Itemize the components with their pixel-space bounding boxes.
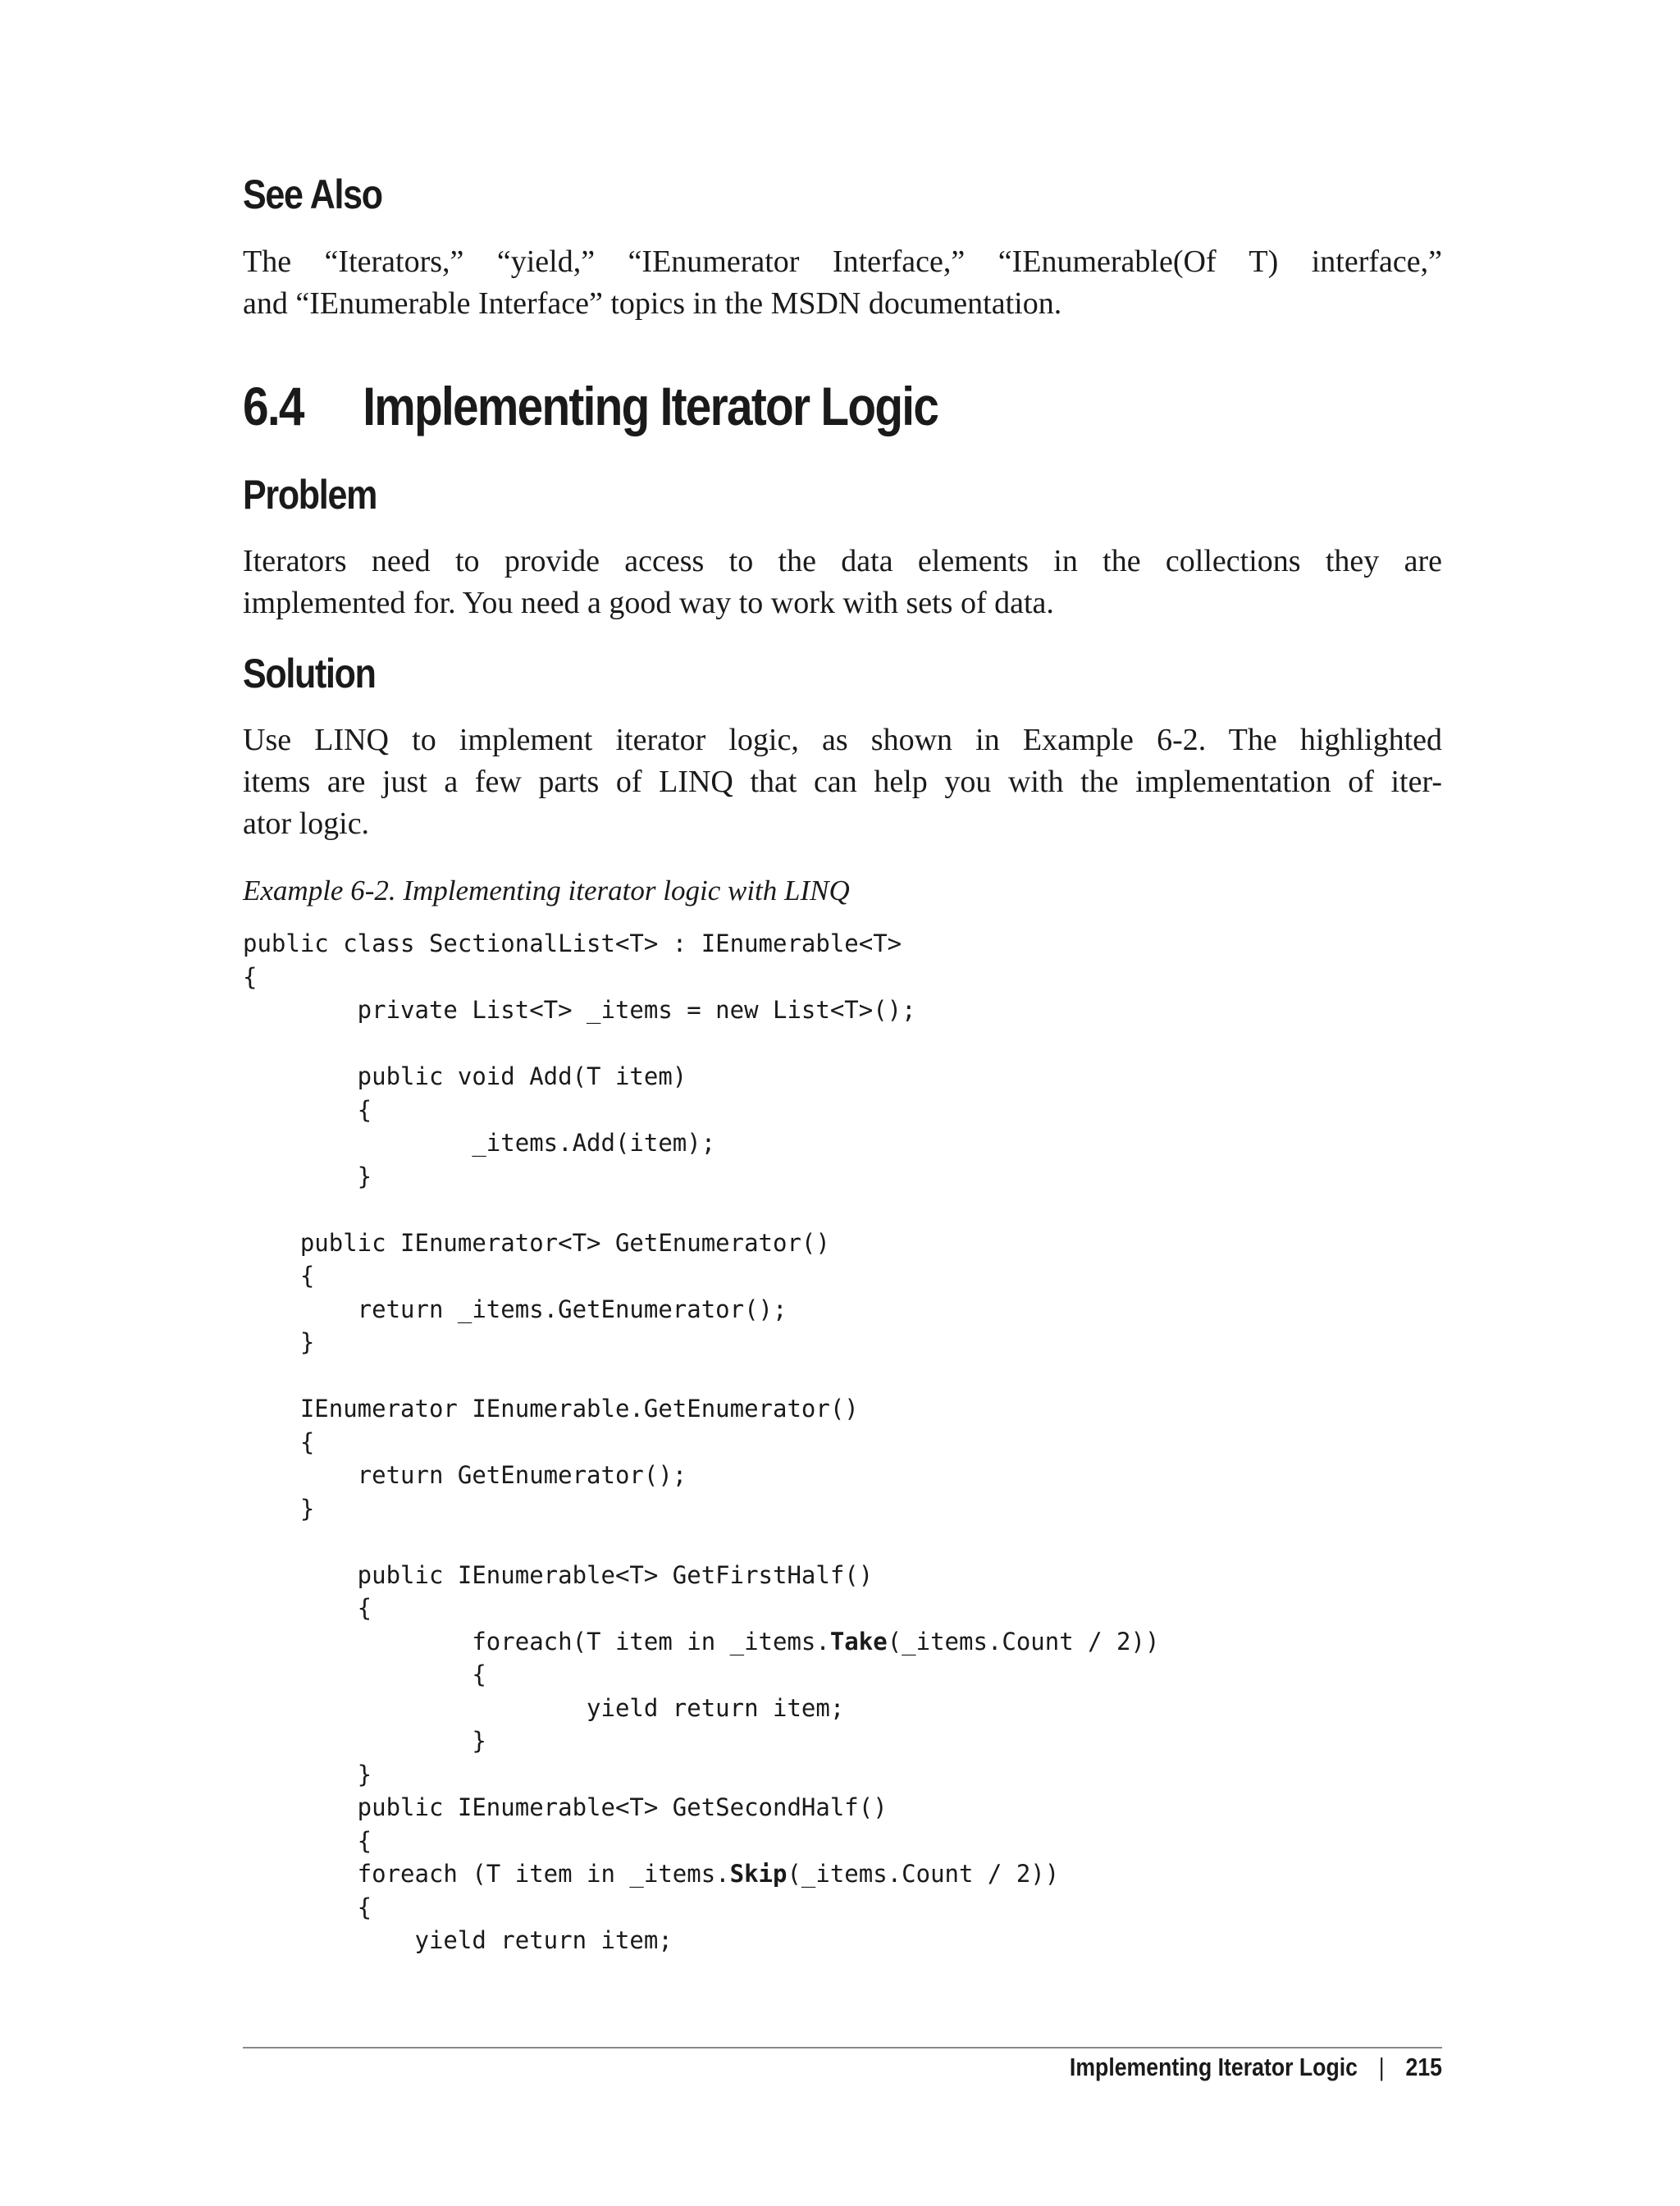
page-footer xyxy=(1070,2054,1442,2080)
code-text: { xyxy=(243,1660,486,1688)
code-line xyxy=(243,1193,1159,1226)
code-line xyxy=(243,1392,1159,1426)
section-number: 6.4 xyxy=(243,376,304,436)
problem-heading: Problem xyxy=(243,472,377,518)
code-text: _items.Add(item); xyxy=(243,1129,716,1157)
see-also-paragraph xyxy=(243,241,1442,325)
code-line xyxy=(243,993,1159,1027)
code-line xyxy=(243,1259,1159,1293)
code-text: yield return item; xyxy=(243,1693,845,1722)
code-line xyxy=(243,1226,1159,1260)
code-listing xyxy=(243,927,1159,1957)
section-title-text: Implementing Iterator Logic xyxy=(363,376,938,436)
code-line xyxy=(243,1891,1159,1925)
code-text: } xyxy=(243,1727,486,1755)
code-line xyxy=(243,1525,1159,1559)
code-line xyxy=(243,1160,1159,1194)
code-line xyxy=(243,1692,1159,1725)
see-also-line-2: and “IEnumerable Interface” topics in the MSDN documentation. xyxy=(243,286,1062,321)
code-text: } xyxy=(243,1760,372,1788)
code-highlight: Skip xyxy=(729,1860,788,1888)
problem-paragraph xyxy=(243,541,1442,624)
code-line xyxy=(243,961,1159,994)
code-text: public IEnumerable<T> GetFirstHalf() xyxy=(243,1560,874,1589)
footer-rule xyxy=(243,2047,1442,2048)
code-text: } xyxy=(243,1162,372,1190)
code-text: public IEnumerable<T> GetSecondHalf() xyxy=(243,1793,888,1821)
code-line xyxy=(243,1094,1159,1127)
code-text: { xyxy=(243,1893,372,1921)
see-also-line-1: The “Iterators,” “yield,” “IEnumerator Interface,” “IEnumerable(Of T) interface,” xyxy=(243,244,1442,279)
solution-line-3: ator logic. xyxy=(243,806,370,841)
code-line xyxy=(243,1658,1159,1692)
code-text: { xyxy=(243,1262,315,1290)
page-number: 215 xyxy=(1405,2053,1442,2081)
code-line xyxy=(243,1625,1159,1659)
code-line xyxy=(243,1060,1159,1094)
solution-line-1: Use LINQ to implement iterator logic, as shown in Example 6-2. The highlighted xyxy=(243,723,1442,757)
problem-line-2: implemented for. You need a good way to work with sets of data. xyxy=(243,586,1054,620)
code-line xyxy=(243,1857,1159,1891)
code-text: return GetEnumerator(); xyxy=(243,1461,687,1489)
code-line xyxy=(243,1492,1159,1526)
code-text: (_items.Count / 2)) xyxy=(787,1860,1060,1888)
code-line xyxy=(243,1027,1159,1061)
see-also-heading: See Also xyxy=(243,171,382,217)
solution-heading: Solution xyxy=(243,651,376,697)
code-text: public IEnumerator<T> GetEnumerator() xyxy=(243,1228,830,1257)
code-text: { xyxy=(243,1427,315,1456)
code-line xyxy=(243,1359,1159,1393)
code-text: } xyxy=(243,1494,315,1523)
code-text: { xyxy=(243,1095,372,1124)
code-text: (_items.Count / 2)) xyxy=(887,1627,1160,1656)
code-text: foreach(T item in _items. xyxy=(243,1627,830,1656)
solution-paragraph xyxy=(243,719,1442,845)
code-line xyxy=(243,1724,1159,1758)
code-text: IEnumerator IEnumerable.GetEnumerator() xyxy=(243,1395,859,1423)
running-title: Implementing Iterator Logic xyxy=(1069,2053,1358,2081)
solution-line-2: items are just a few parts of LINQ that can help you with the implementation of iter- xyxy=(243,765,1442,799)
problem-line-1: Iterators need to provide access to the data elements in the collections they are xyxy=(243,544,1442,578)
code-line xyxy=(243,927,1159,961)
code-text: return _items.GetEnumerator(); xyxy=(243,1295,788,1323)
code-text: public void Add(T item) xyxy=(243,1062,687,1090)
code-text: } xyxy=(243,1328,315,1356)
code-line xyxy=(243,1326,1159,1359)
section-title xyxy=(243,376,938,436)
example-caption: Example 6-2. Implementing iterator logic with LINQ xyxy=(243,875,850,907)
code-line xyxy=(243,1924,1159,1957)
code-text: { xyxy=(243,1594,372,1622)
code-line xyxy=(243,1592,1159,1625)
code-text: private List<T> _items = new List<T>(); xyxy=(243,996,916,1024)
code-line xyxy=(243,1293,1159,1327)
code-line xyxy=(243,1758,1159,1792)
code-text: yield return item; xyxy=(243,1926,673,1954)
code-line xyxy=(243,1559,1159,1592)
code-text: public class SectionalList<T> : IEnumerable<T> xyxy=(243,929,902,957)
code-text: foreach (T item in _items. xyxy=(243,1860,730,1888)
code-text: { xyxy=(243,1826,372,1855)
code-line xyxy=(243,1426,1159,1459)
footer-separator: | xyxy=(1378,2053,1385,2081)
code-line xyxy=(243,1825,1159,1858)
code-line xyxy=(243,1459,1159,1492)
code-highlight: Take xyxy=(829,1627,888,1656)
code-line xyxy=(243,1791,1159,1825)
code-text: { xyxy=(243,962,258,991)
code-line xyxy=(243,1126,1159,1160)
